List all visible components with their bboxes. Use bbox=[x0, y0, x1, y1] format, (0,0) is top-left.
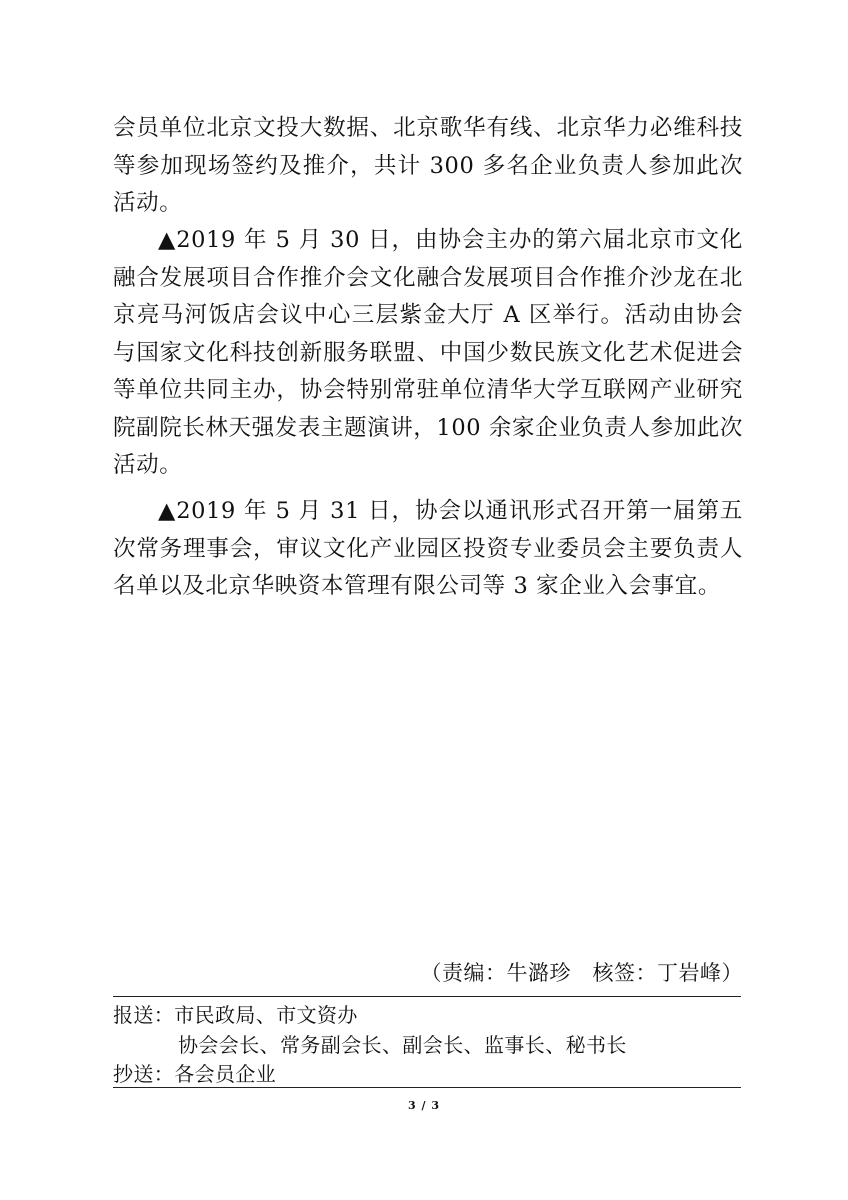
paragraph-continuation: 会员单位北京文投大数据、北京歌华有线、北京华力必维科技等参加现场签约及推介，共计 300 多名企业负责人参加此次活动。 bbox=[113, 115, 743, 216]
editor-credits: （责编：牛潞珍 核签：丁岩峰） bbox=[420, 961, 743, 985]
divider-top bbox=[113, 996, 741, 997]
report-to-line: 报送：市民政局、市文资办 bbox=[113, 1003, 358, 1027]
paragraph-may-30: ▲2019 年 5 月 30 日，由协会主办的第六届北京市文化融合发展项目合作推介会文化融合发展项目合作推介沙龙在北京亮马河饭店会议中心三层紫金大厅 A 区举行。活动由协会与国家文化科技创新服务联盟、中国少数民族文化艺术促进会等单位共同主办，协会特别常驻单位清华大学互联网产业研究院副院长林天强发表主题演讲，100 余家企业负责人参加此次活动。 bbox=[113, 227, 743, 478]
page-number: 3 / 3 bbox=[408, 1099, 440, 1112]
copy-to-line: 抄送：各会员企业 bbox=[113, 1062, 277, 1086]
divider-bottom bbox=[113, 1087, 741, 1088]
paragraph-may-31: ▲2019 年 5 月 31 日，协会以通讯形式召开第一届第五次常务理事会，审议文化产业园区投资专业委员会主要负责人名单以及北京华映资本管理有限公司等 3 家企业入会事宜。 bbox=[113, 498, 743, 599]
report-to-line-2: 协会会长、常务副会长、副会长、监事长、秘书长 bbox=[178, 1033, 627, 1057]
